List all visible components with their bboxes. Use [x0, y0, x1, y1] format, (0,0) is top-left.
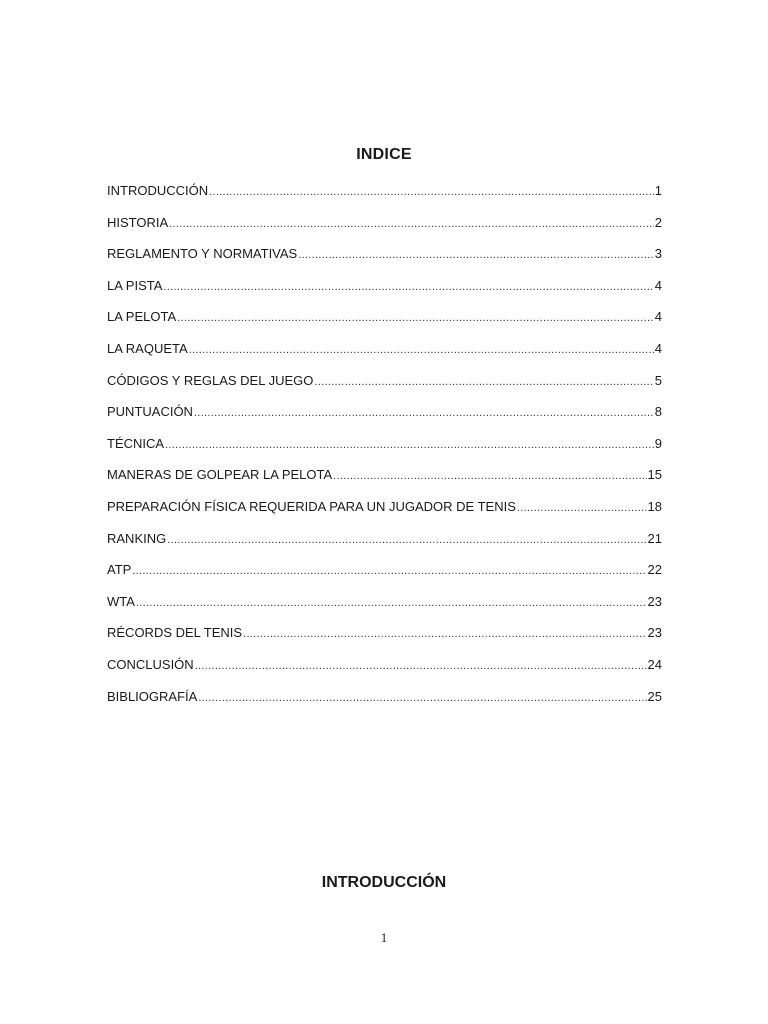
- toc-entry-label: MANERAS DE GOLPEAR LA PELOTA: [107, 467, 333, 483]
- toc-entry-label: LA PISTA: [107, 277, 163, 293]
- toc-leader-dots: [517, 498, 647, 518]
- toc-leader-dots: [333, 466, 646, 486]
- toc-entry-page: 22: [647, 562, 662, 578]
- toc-entry-page: 4: [654, 340, 662, 356]
- toc-entry-label: LA RAQUETA: [107, 340, 188, 356]
- toc-entry-page: 9: [654, 435, 662, 451]
- page-number: 1: [380, 930, 388, 945]
- toc-leader-dots: [298, 245, 654, 265]
- toc-entry-page: 4: [654, 277, 662, 293]
- toc-entry[interactable]: [107, 592, 662, 624]
- toc-entry-page: 2: [654, 214, 662, 230]
- toc-entry-label: CÓDIGOS Y REGLAS DEL JUEGO: [107, 372, 314, 388]
- toc-entry[interactable]: [107, 529, 662, 561]
- toc-entry-page: 5: [654, 372, 662, 388]
- section-heading: INTRODUCCIÓN: [321, 874, 447, 891]
- toc-leader-dots: [136, 593, 647, 613]
- toc-leader-dots: [132, 561, 646, 581]
- toc-leader-dots: [189, 340, 654, 360]
- toc-leader-dots: [163, 277, 653, 297]
- toc-entry-page: 3: [654, 246, 662, 262]
- toc-entry-page: 18: [647, 498, 662, 514]
- toc-entry-label: WTA: [107, 593, 135, 609]
- toc-entry[interactable]: [107, 687, 662, 719]
- toc-leader-dots: [198, 688, 646, 708]
- toc-entry-label: RÉCORDS DEL TENIS: [107, 625, 243, 641]
- toc-leader-dots: [177, 308, 654, 328]
- toc-leader-dots: [169, 214, 654, 234]
- toc-entry-label: REGLAMENTO Y NORMATIVAS: [107, 246, 298, 262]
- toc-entry-label: PREPARACIÓN FÍSICA REQUERIDA PARA UN JUGADOR DE TENIS: [107, 498, 516, 514]
- toc-leader-dots: [243, 624, 646, 644]
- toc-entry[interactable]: [107, 560, 662, 592]
- toc-entry-label: LA PELOTA: [107, 309, 177, 325]
- table-of-contents: [107, 181, 662, 718]
- toc-entry-label: TÉCNICA: [107, 435, 165, 451]
- toc-entry-page: 4: [654, 309, 662, 325]
- toc-entry-page: 8: [654, 404, 662, 420]
- toc-entry-page: 23: [647, 593, 662, 609]
- toc-leader-dots: [195, 656, 647, 676]
- toc-entry[interactable]: [107, 371, 662, 403]
- toc-leader-dots: [314, 372, 653, 392]
- toc-entry[interactable]: [107, 213, 662, 245]
- toc-title: INDICE: [356, 146, 412, 163]
- toc-entry-page: 23: [647, 625, 662, 641]
- toc-leader-dots: [165, 435, 654, 455]
- toc-entry-label: PUNTUACIÓN: [107, 404, 193, 420]
- toc-entry-label: BIBLIOGRAFÍA: [107, 688, 198, 704]
- toc-entry-label: INTRODUCCIÓN: [107, 183, 209, 198]
- toc-entry[interactable]: [107, 402, 662, 434]
- toc-entry-page: 21: [647, 530, 662, 546]
- toc-entry[interactable]: [107, 434, 662, 466]
- toc-leader-dots: [194, 403, 654, 423]
- toc-entry[interactable]: [107, 465, 662, 497]
- toc-entry[interactable]: [107, 244, 662, 276]
- toc-entry-label: RANKING: [107, 530, 167, 546]
- toc-entry[interactable]: [107, 623, 662, 655]
- toc-entry-page: 24: [647, 656, 662, 672]
- toc-entry[interactable]: [107, 497, 662, 529]
- toc-leader-dots: [209, 182, 654, 202]
- toc-entry-page: 15: [647, 467, 662, 483]
- toc-entry[interactable]: [107, 339, 662, 371]
- toc-entry[interactable]: [107, 181, 662, 213]
- toc-leader-dots: [167, 530, 646, 550]
- toc-entry-label: ATP: [107, 562, 132, 578]
- toc-entry[interactable]: [107, 276, 662, 308]
- toc-entry-label: CONCLUSIÓN: [107, 656, 194, 672]
- toc-entry-page: 1: [654, 183, 662, 198]
- toc-entry-page: 25: [647, 688, 662, 704]
- toc-entry[interactable]: [107, 307, 662, 339]
- toc-entry[interactable]: [107, 655, 662, 687]
- toc-entry-label: HISTORIA: [107, 214, 169, 230]
